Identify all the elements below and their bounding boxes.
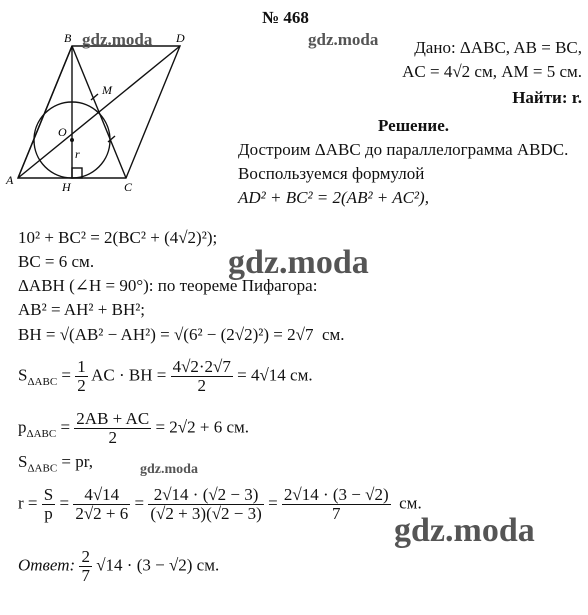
label-a: A: [6, 173, 14, 187]
label-b: B: [64, 31, 72, 45]
line-h: $S_{\Delta ABC}$ = pr,: [18, 452, 93, 475]
label-o: O: [58, 125, 67, 139]
label-r: r: [75, 147, 80, 161]
label-c: C: [124, 180, 133, 193]
line-c: ΔABH (∠H = 90°): по теореме Пифагора:: [18, 276, 318, 295]
given-line-1: Дано: ΔABC, AB = BC,: [414, 38, 582, 57]
line-g: $p_{\Delta ABC}$ = $\frac{2AB + AC}{2}$ = 2√2 + 6 см.: [18, 409, 249, 447]
step-2: Воспользуемся формулой: [238, 164, 425, 183]
formula: AD² + BC² = 2(AB² + AC²),: [238, 188, 429, 207]
watermark-large: gdz.moda: [228, 244, 369, 281]
step-1: Достроим ΔABC до параллелограмма ABDC.: [238, 140, 569, 159]
line-b: BC = 6 см.: [18, 252, 95, 271]
watermark: gdz.moda: [140, 462, 198, 477]
given-line-2: AC = 4√2 см, AM = 5 см.: [402, 62, 582, 81]
geometry-figure: [0, 28, 200, 193]
line-e: BH = √(AB² − AH²) = √(6² − (2√2)²) = 2√7 см.: [18, 325, 345, 344]
label-h: H: [62, 180, 71, 193]
line-f: $S_{\Delta ABC}$ = $\frac{1}{2}$ AC · BH = $\frac{4√2\cdot 2√7}{2}$ = 4√14 см.: [18, 357, 313, 395]
answer-line: Ответ: $\frac{2}{7}$ √14 · (3 − √2) см.: [18, 547, 220, 585]
watermark: gdz.moda: [82, 30, 153, 49]
watermark-large: gdz.moda: [394, 512, 535, 549]
label-m: M: [102, 83, 112, 97]
problem-number: № 468: [262, 8, 309, 27]
watermark: gdz.moda: [308, 30, 379, 49]
find-line: Найти: r.: [512, 88, 582, 107]
line-d: AB² = AH² + BH²;: [18, 300, 146, 319]
side-ab: [18, 46, 72, 178]
label-d: D: [176, 31, 185, 45]
line-i: r = $\frac{S}{p}$ = $\frac{4√14}{2√2 + 6}$ = $\frac{2√14 \cdot (√2 - 3)}{(√2 + 3)(√2 - 3)}$ = $\frac{2√14 \cdot (3 - √2)}{7}$ см.: [18, 485, 422, 523]
diagonal-ad: [18, 46, 180, 178]
line-a: 10² + BC² = 2(BC² + (4√2)²);: [18, 228, 218, 247]
solution-heading: Решение.: [378, 116, 449, 135]
